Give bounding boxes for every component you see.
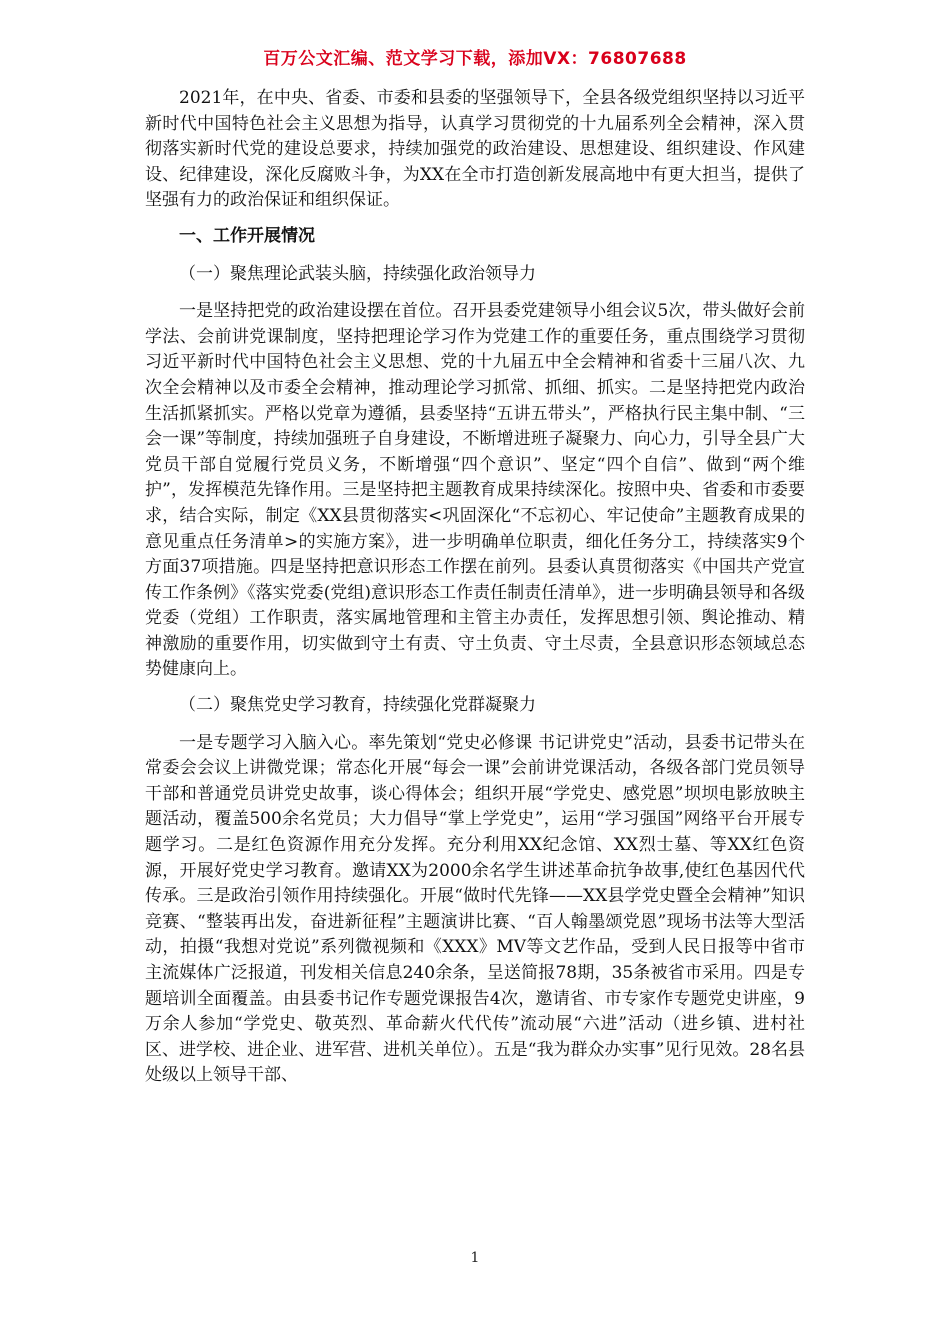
section-heading: 一、工作开展情况 (179, 225, 315, 246)
subsection-heading-2: （二）聚焦党史学习教育，持续强化党群凝聚力 (179, 695, 536, 716)
watermark-banner: 百万公文汇编、范文学习下载，添加VX：76807688 (263, 49, 687, 69)
subsection-paragraph-2: 一是专题学习入脑入心。率先策划“党史必修课 书记讲党史”活动，县委书记带头在常委会会议上讲微党课；常态化开展“每会一课”会前讲党课活动，各级各部门党员领导干部和普通党员讲党史故事，谈心得体会；组织开展“学党史、感党恩”坝坝电影放映主题活动，覆盖500余名党员；大力倡导“掌上学党史”，运用“学习强国”网络平台开展专题学习。二是红色资源作用充分发挥。充分利用XX纪念馆、XX烈士墓、等XX红色资源，开展好党史学习教育。邀请XX为2000余名学生讲述革命抗争故事,使红色基因代代传承。三是政治引领作用持续强化。开展“做时代先锋——XX县学党史暨全会精神”知识竞赛、“整装再出发，奋进新征程”主题演讲比赛、“百人翰墨颂党恩”现场书法等大型活动，拍摄“我想对党说”系列微视频和《XXX》MV等文艺作品，受到人民日报等中省市主流媒体广泛报道，刊发相关信息240余条，呈送简报78期，35条被省市采用。四是专题培训全面覆盖。由县委书记作专题党课报告4次，邀请省、市专家作专题党史讲座，9万余人参加“学党史、敬英烈、革命薪火代代传”流动展“六进”活动（进乡镇、进村社区、进学校、进企业、进军营、进机关单位）。五是“我为群众办实事”见行见效。28名县处级以上领导干部、 (145, 732, 805, 1086)
subsection-paragraph-1: 一是坚持把党的政治建设摆在首位。召开县委党建领导小组会议5次，带头做好会前学法、会前讲党课制度，坚持把理论学习作为党建工作的重要任务，重点围绕学习贯彻习近平新时代中国特色社会主义思想、党的十九届五中全会精神和省委十三届八次、九次全会精神以及市委全会精神，推动理论学习抓常、抓细、抓实。二是坚持把党内政治生活抓紧抓实。严格以党章为遵循，县委坚持“五讲五带头”，严格执行民主集中制、“三会一课”等制度，持续加强班子自身建设，不断增进班子凝聚力、向心力，引导全县广大党员干部自觉履行党员义务，不断增强“四个意识”、坚定“四个自信”、做到“两个维护”，发挥模范先锋作用。三是坚持把主题教育成果持续深化。按照中央、省委和市委要求，结合实际，制定《XX县贯彻落实<巩固深化“不忘初心、牢记使命”主题教育成果的意见重点任务清单>的实施方案》，进一步明确单位职责，细化任务分工，持续落实9个方面37项措施。四是坚持把意识形态工作摆在前列。县委认真贯彻落实《中国共产党宣传工作条例》《落实党委(党组)意识形态工作责任制责任清单》，进一步明确县领导和各级党委（党组）工作职责，落实属地管理和主管主办责任，发挥思想引领、舆论推动、精神激励的重要作用，切实做到守土有责、守土负责、守土尽责，全县意识形态领域总态势健康向上。 (145, 301, 805, 680)
subsection-heading-1: （一）聚焦理论武装头脑，持续强化政治领导力 (179, 263, 536, 284)
document-body (145, 86, 805, 1093)
intro-paragraph: 2021年，在中央、省委、市委和县委的坚强领导下，全县各级党组织坚持以习近平新时代中国特色社会主义思想为指导，认真学习贯彻党的十九届系列全会精神，深入贯彻落实新时代党的建设总要求，持续加强党的政治建设、思想建设、组织建设、作风建设、纪律建设，深化反腐败斗争，为XX在全市打造创新发展高地中有更大担当，提供了坚强有力的政治保证和组织保证。 (145, 88, 805, 211)
page-number: 1 (470, 1250, 480, 1266)
